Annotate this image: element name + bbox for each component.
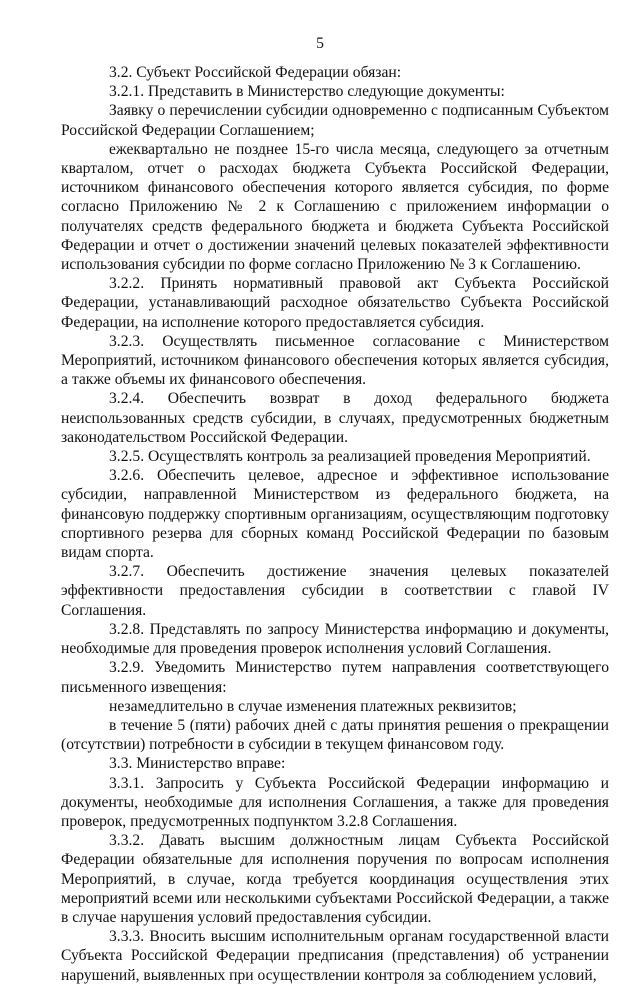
clause-3-2-4: 3.2.4. Обеспечить возврат в доход федерального бюджета неиспользованных средств субсидии, в случаях, предусмотренных бюджетным законодательством Российской Федерации. — [61, 390, 609, 446]
clause-3-2-9: 3.2.9. Уведомить Министерство путем направления соответствующего письменного извещения: — [61, 659, 609, 696]
clause-3-3-3: 3.3.3. Вносить высшим исполнительным органам государственной власти Субъекта Российской Федерации предписания (представления) об устранении нарушений, выявленных при осуществлении контроля за соблюдением условий, — [61, 928, 609, 984]
clause-3-2-3: 3.2.3. Осуществлять письменное согласование с Министерством Мероприятий, источником финансового обеспечения которых является субсидия, а также объемы их финансового обеспечения. — [61, 332, 609, 389]
clause-3-2-9-item-termination: в течение 5 (пяти) рабочих дней с даты принятия решения о прекращении (отсутствии) потребности в субсидии в текущем финансовом году. — [61, 716, 609, 754]
clause-3-2-9-item-requisites: незамедлительно в случае изменения платежных реквизитов; — [109, 697, 517, 715]
clause-3-2-8: 3.2.8. Представлять по запросу Министерства информацию и документы, необходимые для проведения проверок исполнения условий Соглашения. — [61, 620, 609, 658]
clause-3-2-2: 3.2.2. Принять нормативный правовой акт Субъекта Российской Федерации, устанавливающий расходное обязательство Субъекта Российской Федерации, на исполнение которого предоставляется субсидия. — [61, 275, 609, 331]
document-body — [61, 63, 609, 985]
clause-3-2: 3.2. Субъект Российской Федерации обязан: — [109, 64, 402, 81]
page-number: 5 — [316, 35, 324, 52]
clause-3-3: 3.3. Министерство вправе: — [109, 755, 286, 773]
clause-3-3-1: 3.3.1. Запросить у Субъекта Российской Федерации информацию и документы, необходимые для исполнения Соглашения, а также для проведения проверок, предусмотренных подпунктом 3.2.8 Соглашения. — [61, 774, 609, 830]
clause-3-3-2: 3.3.2. Давать высшим должностным лицам Субъекта Российской Федерации обязательные для исполнения поручения по вопросам исполнения Мероприятий, в случае, когда требуется координация осуществления этих мероприятий всеми или несколькими субъектами Российской Федерации, а также в случае нарушения условий предоставления субсидии. — [61, 832, 609, 926]
clause-3-2-1-item-quarterly-report: ежеквартально не позднее 15-го числа месяца, следующего за отчетным кварталом, отчет о расходах бюджета Субъекта Российской Федерации, источником финансового обеспечения которого является субсидия, по форме согласно Приложению № 2 к Соглашению с приложением информации о получателях средств федерального бюджета и бюджета Субъекта Российской Федерации и отчет о достижении значений целевых показателей эффективности использования субсидии по форме согласно Приложению № 3 к Соглашению. — [61, 140, 609, 274]
clause-3-2-7: 3.2.7. Обеспечить достижение значения целевых показателей эффективности предоставления субсидии в соответствии с главой IV Соглашения. — [61, 563, 609, 619]
clause-3-2-1: 3.2.1. Представить в Министерство следующие документы: — [109, 83, 505, 101]
clause-3-2-1-item-application: Заявку о перечислении субсидии одновременно с подписанным Субъектом Российской Федерации Соглашением; — [61, 102, 609, 139]
clause-3-2-6: 3.2.6. Обеспечить целевое, адресное и эффективное использование субсидии, направленной Министерством из федерального бюджета, на финансовую поддержку спортивным организациям, осуществляющим подготовку спортивного резерва для сборных команд Российской Федерации по базовым видам спорта. — [61, 467, 609, 562]
clause-3-2-5: 3.2.5. Осуществлять контроль за реализацией проведения Мероприятий. — [109, 448, 591, 466]
